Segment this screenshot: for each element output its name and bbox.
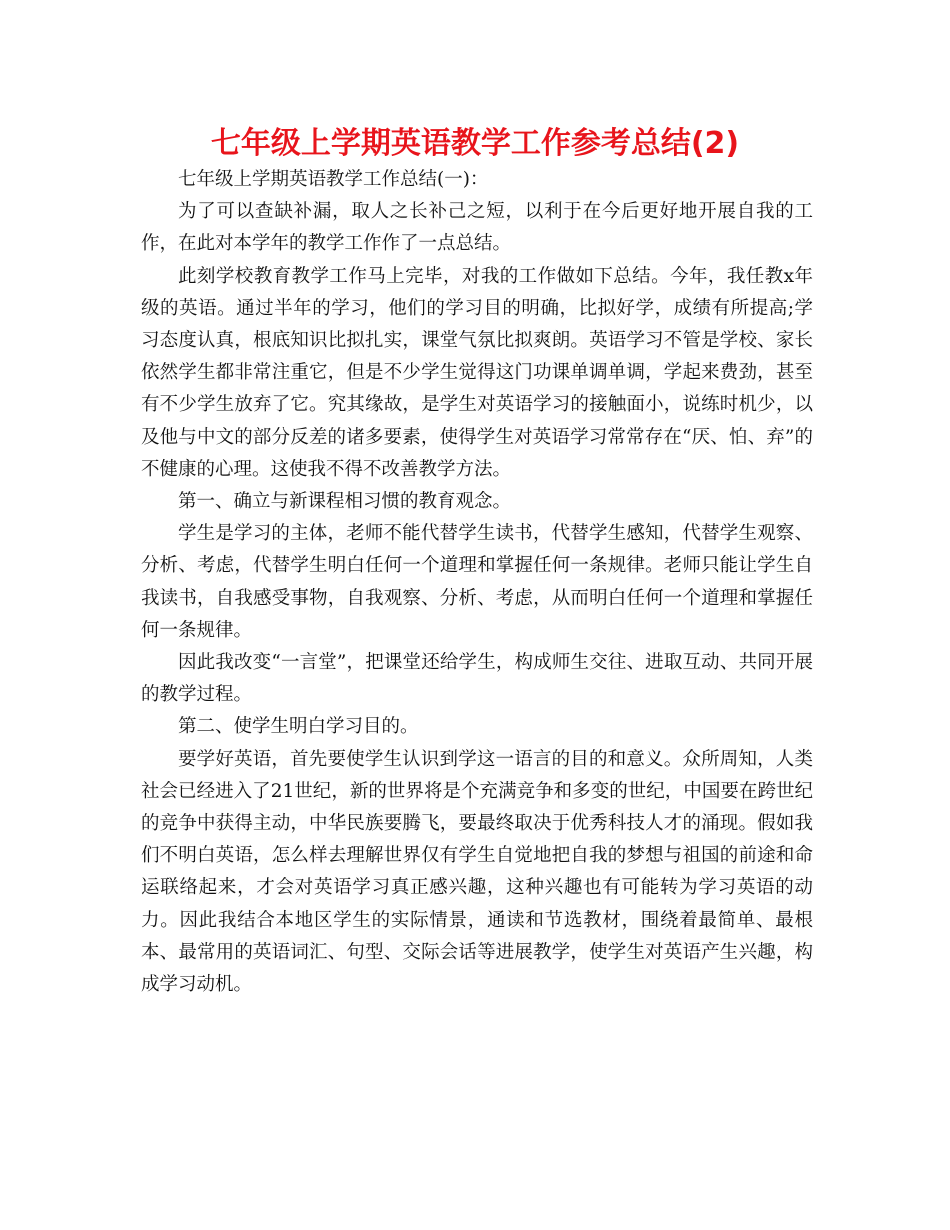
document-title: 七年级上学期英语教学工作参考总结(2) [210,126,740,161]
paragraph: 要学好英语，首先要使学生认识到学这一语言的目的和意义。众所周知，人类社会已经进入了21世纪，新的世界将是个充满竞争和多变的世纪，中国要在跨世纪的竞争中获得主动，中华民族要腾飞，要最终取决于优秀科技人才的涌现。假如我们不明白英语，怎么样去理解世界仅有学生自觉地把自我的梦想与祖国的前途和命运联络起来，才会对英语学习真正感兴趣，这种兴趣也有可能转为学习英语的动力。因此我结合本地区学生的实际情景，通读和节选教材，围绕着最简单、最根本、最常用的英语词汇、句型、交际会话等进展教学，使学生对英语产生兴趣，构成学习动机。 [141,748,813,996]
paragraph-subtitle: 七年级上学期英语教学工作总结(一)： [178,169,489,190]
paragraph: 因此我改变“一言堂”，把课堂还给学生，构成师生交往、进取互动、共同开展的教学过程。 [141,652,813,706]
paragraph: 此刻学校教育教学工作马上完毕，对我的工作做如下总结。今年，我任教x年级的英语。通过半年的学习，他们的学习目的明确，比拟好学，成绩有所提高;学习态度认真，根底知识比拟扎实，课堂气氛比拟爽朗。英语学习不管是学校、家长依然学生都非常注重它，但是不少学生觉得这门功课单调单调，学起来费劲，甚至有不少学生放弃了它。究其缘故，是学生对英语学习的接触面小，说练时机少，以及他与中文的部分反差的诸多要素，使得学生对英语学习常常存在“厌、怕、弃”的不健康的心理。这使我不得不改善教学方法。 [141,265,813,480]
paragraph: 学生是学习的主体，老师不能代替学生读书，代替学生感知，代替学生观察、分析、考虑，代替学生明白任何一个道理和掌握任何一条规律。老师只能让学生自我读书，自我感受事物，自我观察、分析、考虑，从而明白任何一个道理和掌握任何一条规律。 [141,523,813,641]
section-heading: 第一、确立与新课程相习惯的教育观念。 [178,491,512,513]
paragraph: 为了可以查缺补漏，取人之长补己之短，以利于在今后更好地开展自我的工作，在此对本学年的教学工作作了一点总结。 [141,201,813,255]
section-heading: 第二、使学生明白学习目的。 [178,716,419,738]
document-body [141,164,813,1001]
